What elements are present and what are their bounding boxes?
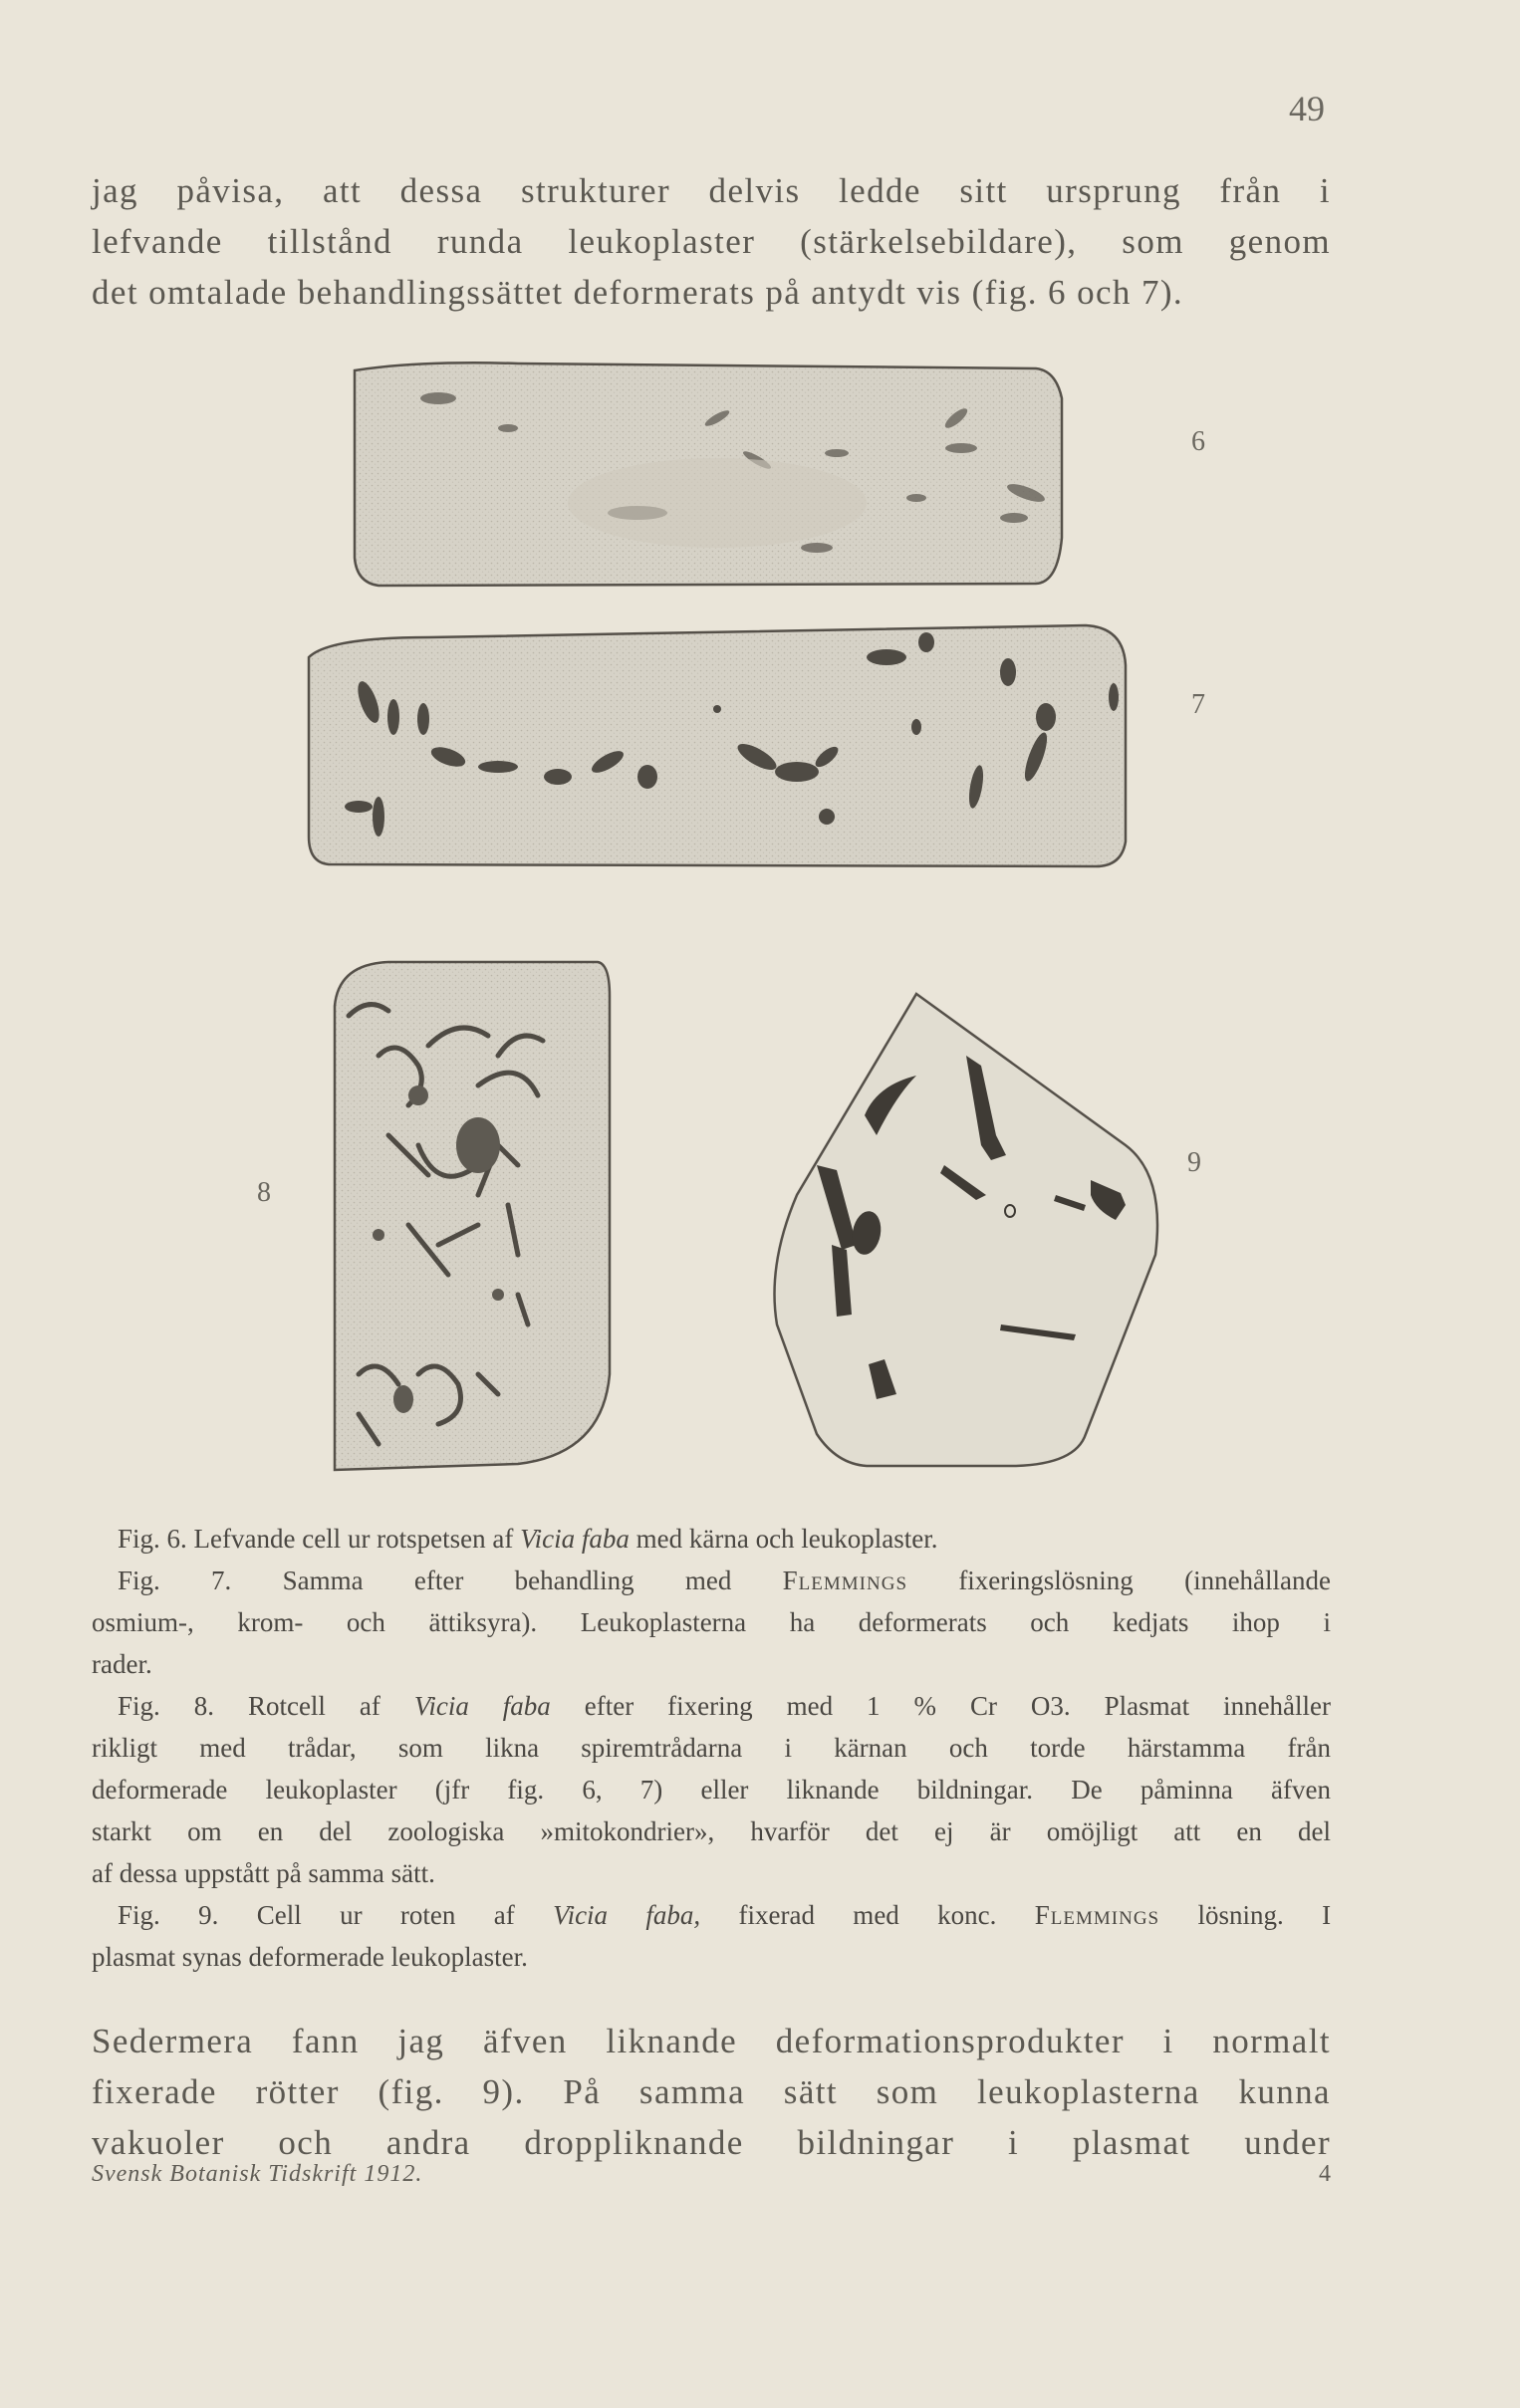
caption-fig8-line1 (92, 1685, 1331, 1727)
species-name: Vicia faba, (553, 1900, 701, 1930)
caption-prefix: Fig. 6. (118, 1524, 187, 1554)
figure-8-label: 8 (257, 1177, 271, 1208)
caption-fig6 (92, 1518, 1331, 1560)
caption-text: Rotcell af (247, 1691, 380, 1721)
figure-7-drawing (309, 625, 1126, 866)
text-line: det omtalade behandlingssättet deformerats på antydt vis (fig. 6 och 7). (92, 273, 1184, 312)
caption-text: efter fixering med 1 % Cr O3. Plasmat innehåller (584, 1691, 1332, 1721)
caption-text: Cell ur roten af (256, 1900, 515, 1930)
figure-9-drawing (775, 994, 1158, 1466)
sheet-number: 4 (1319, 2161, 1331, 2187)
caption-prefix: Fig. 9. (118, 1900, 219, 1930)
caption-fig8-line5: af dessa uppstått på samma sätt. (92, 1858, 435, 1888)
caption-fig7-line2: osmium-, krom- och ättiksyra). Leukoplasterna ha deformerats och kedjats ihop i (92, 1607, 1331, 1637)
caption-prefix: Fig. 7. (118, 1565, 232, 1595)
author-name: Flemmings (1034, 1900, 1160, 1930)
caption-fig8-line2: rikligt med trådar, som likna spiremtrådarna i kärnan och torde härstamma från (92, 1733, 1331, 1763)
author-name: Flemmings (782, 1565, 908, 1595)
caption-text: Lefvande cell ur rotspetsen af (193, 1524, 514, 1554)
figure-8-drawing (335, 962, 610, 1470)
caption-fig9-line1 (92, 1894, 1331, 1936)
species-name: Vicia faba (413, 1691, 551, 1721)
caption-fig9-line2: plasmat synas deformerade leukoplaster. (92, 1942, 528, 1972)
text-line: fixerade rötter (fig. 9). På samma sätt som leukoplasterna kunna (92, 2072, 1331, 2111)
caption-fig8-line4: starkt om en del zoologiska »mitokondrier», hvarför det ej är omöjligt att en del (92, 1816, 1331, 1846)
figure-6-label: 6 (1191, 426, 1205, 457)
caption-text: fixerad med konc. (738, 1900, 997, 1930)
caption-fig7-line1 (92, 1560, 1331, 1601)
journal-name: Svensk Botanisk Tidskrift 1912. (92, 2161, 423, 2187)
caption-fig7-line3: rader. (92, 1649, 152, 1679)
bottom-paragraph (92, 2016, 1331, 2168)
caption-text: fixeringslösning (innehållande (958, 1565, 1332, 1595)
caption-text: med kärna och leukoplaster. (635, 1524, 938, 1554)
caption-prefix: Fig. 8. (118, 1691, 214, 1721)
text-line: vakuoler och andra droppliknande bildningar i plasmat under (92, 2123, 1331, 2162)
figure-6-drawing (355, 362, 1062, 586)
text-line: Sedermera fann jag äfven liknande deformationsprodukter i normalt (92, 2022, 1331, 2060)
text-line: jag påvisa, att dessa strukturer delvis ledde sitt ursprung från i (92, 171, 1331, 210)
page-footer (92, 2161, 1331, 2188)
text-line: lefvande tillstånd runda leukoplaster (stärkelsebildare), som genom (92, 222, 1331, 261)
caption-text: Samma efter behandling med (282, 1565, 732, 1595)
figure-7-label: 7 (1191, 689, 1205, 720)
caption-fig8-line3: deformerade leukoplaster (jfr fig. 6, 7) eller liknande bildningar. De påminna äfven (92, 1775, 1331, 1805)
page-number: 49 (1289, 89, 1325, 128)
caption-text: lösning. I (1197, 1900, 1332, 1930)
species-name: Vicia faba (520, 1524, 630, 1554)
figure-9-label: 9 (1187, 1147, 1201, 1178)
figure-captions (92, 1518, 1331, 1978)
